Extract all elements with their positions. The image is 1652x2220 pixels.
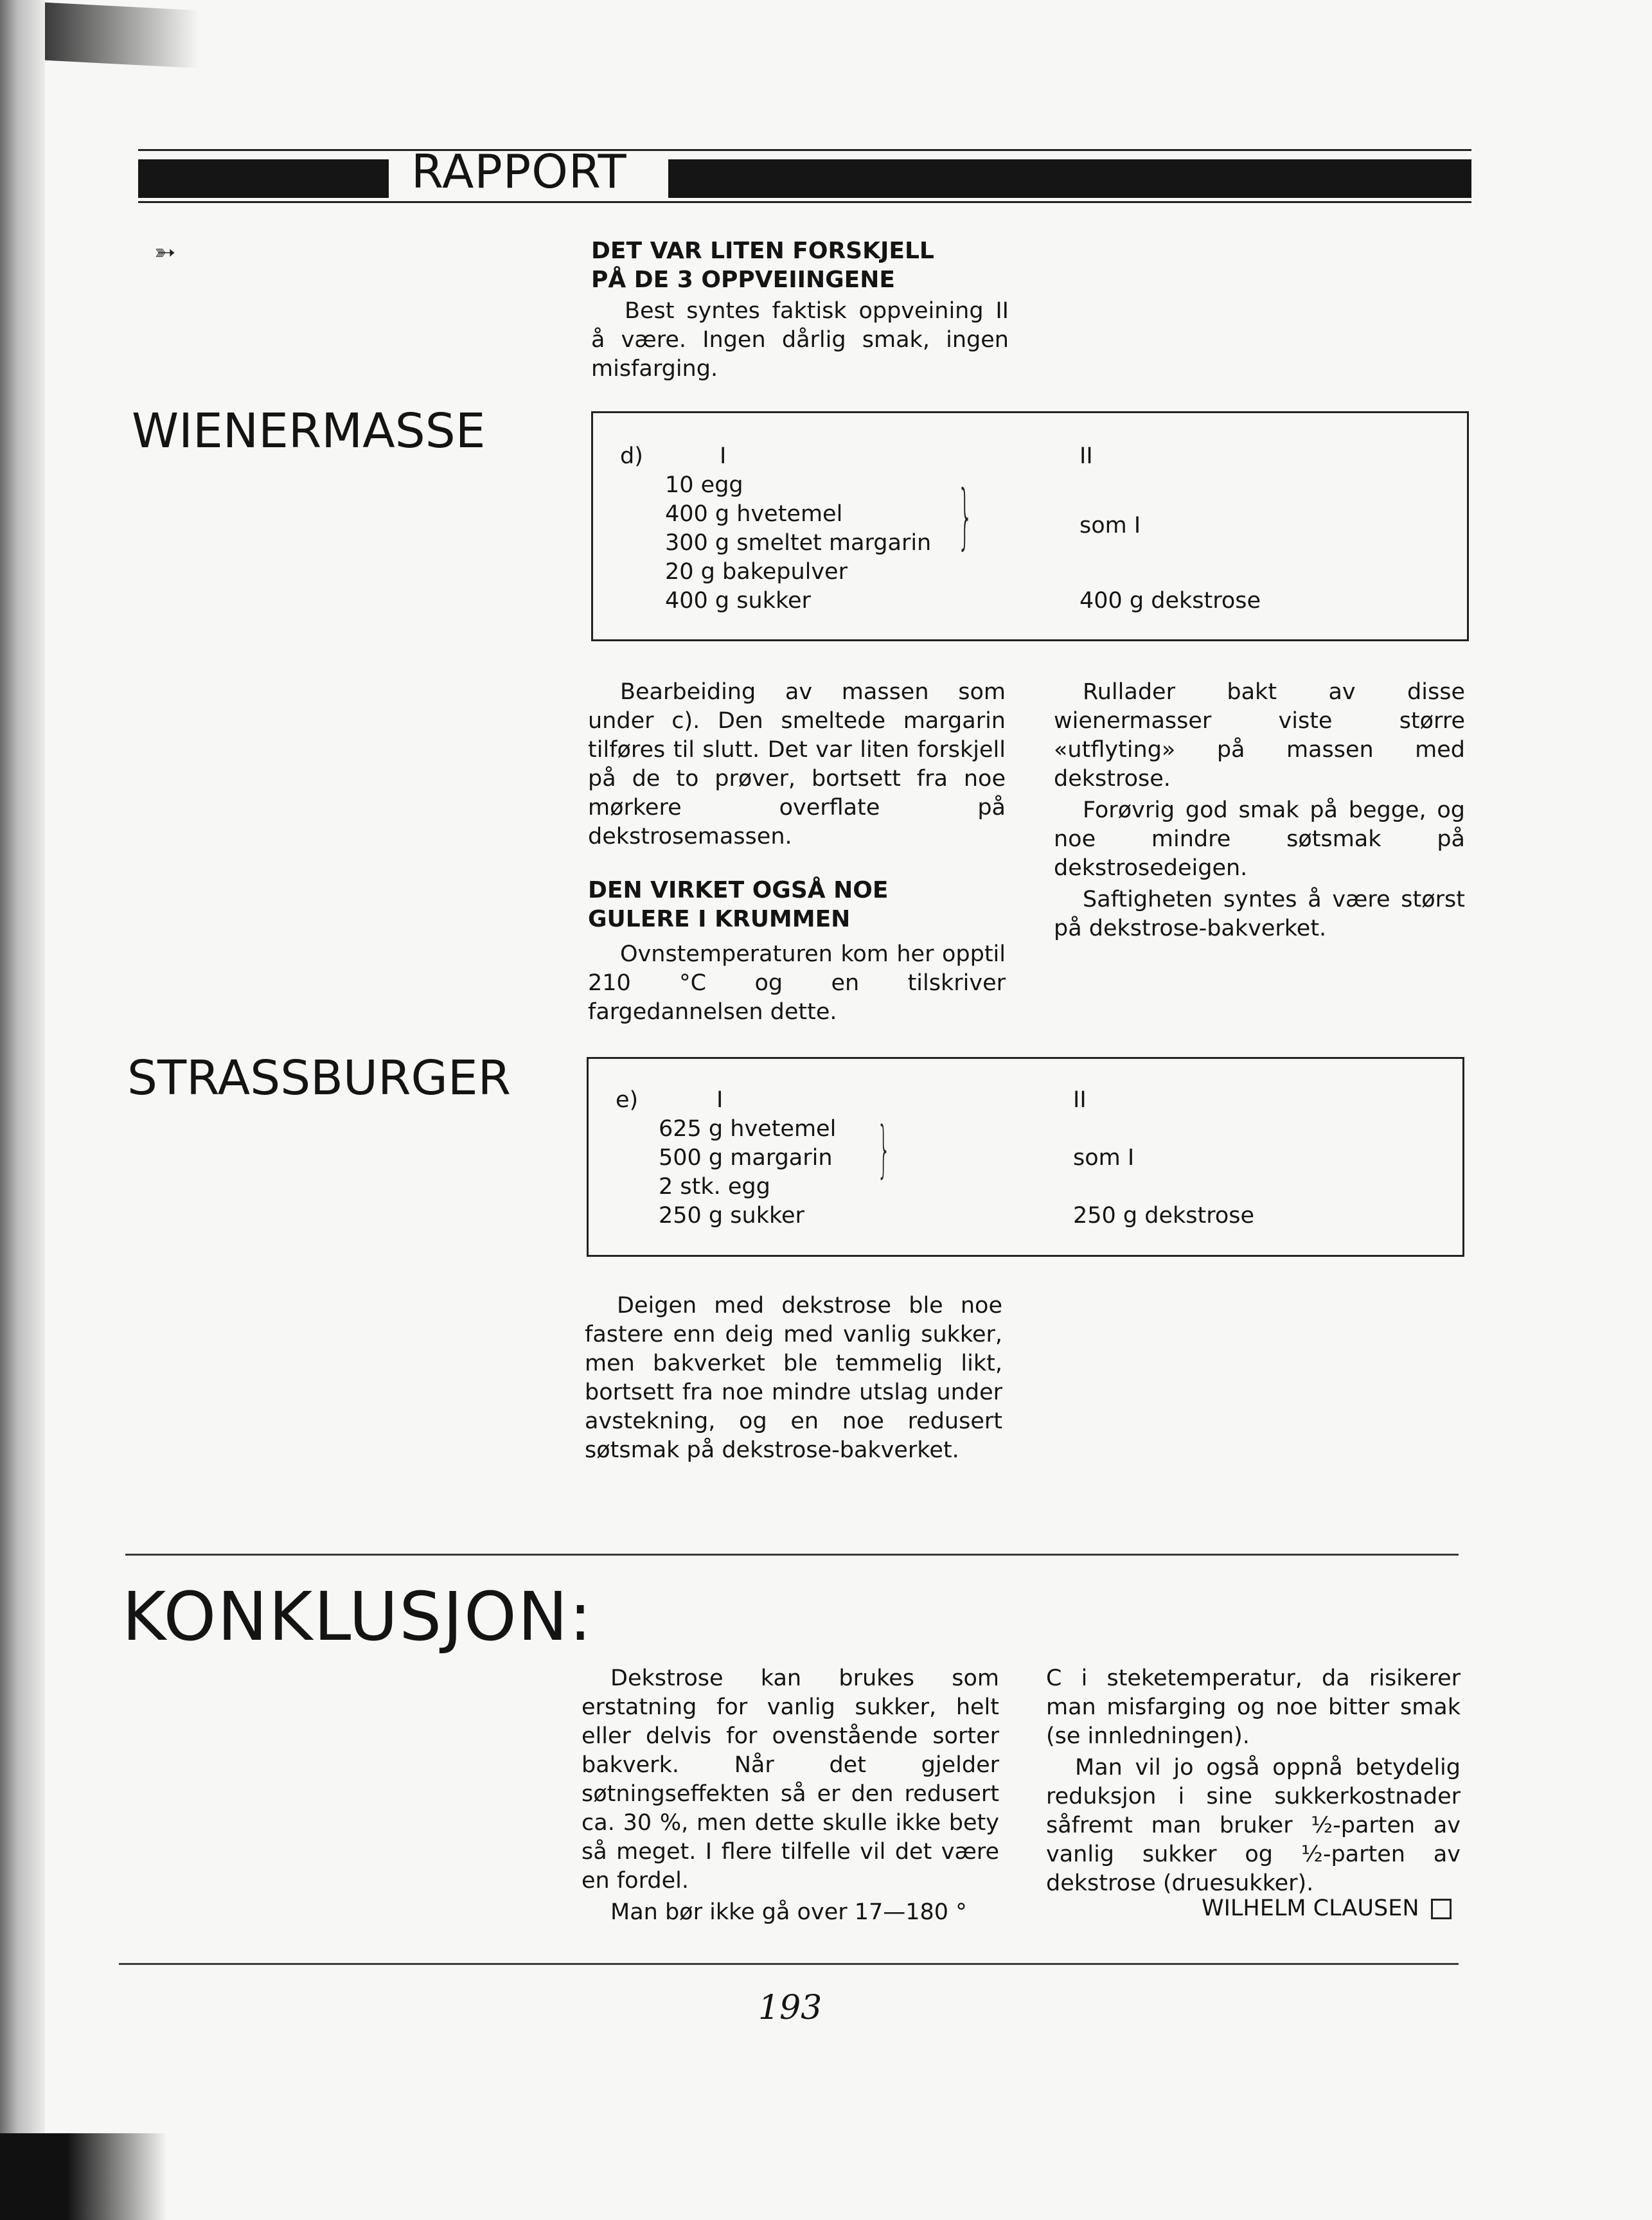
- intro-heading: [591, 236, 1041, 294]
- end-square-icon: [1431, 1899, 1452, 1919]
- recipe-d-label: d): [620, 443, 643, 469]
- book-spine-shadow: [0, 0, 45, 2220]
- conclusion-right-p1: C i steketemperatur, da risikerer man misfarging og noe bitter smak (se innledningen).: [1046, 1665, 1461, 1749]
- wiener-right-text-block: [1054, 678, 1465, 943]
- recipe-e-col2-same: som I: [1073, 1145, 1135, 1171]
- recipe-d-col1-header: I: [720, 443, 727, 469]
- strassburger-text-block: [585, 1292, 1002, 1465]
- wiener-right-p3: Saftigheten syntes å være størst på dekstrose-bakverket.: [1054, 887, 1465, 941]
- conclusion-right-block: [1046, 1664, 1461, 1898]
- recipe-e-col1-header: I: [716, 1087, 724, 1113]
- page-number: 193: [758, 1989, 822, 2027]
- header-bar-left: [138, 159, 389, 198]
- conclusion-left-p1: Dekstrose kan brukes som erstatning for vanlig sukker, helt eller delvis for ovenstående sorter bakverk. Når det gjelder søtningseffekten så er den redusert ca. 30 %, men dette skulle ikke bety så meget. I flere tilfelle vil det være en fordel.: [582, 1665, 999, 1894]
- wiener-right-p1: Rullader bakt av disse wienermasser viste større «utflyting» på massen med dekstrose.: [1054, 679, 1465, 792]
- ingredient: 20 g bakepulver: [665, 559, 848, 585]
- wiener-subheading-line-2: GULERE I KRUMMEN: [588, 906, 851, 932]
- header-bottom-rule: [138, 201, 1471, 203]
- recipe-e-col2-replacement: 250 g dekstrose: [1073, 1203, 1255, 1229]
- ingredient: 400 g sukker: [665, 588, 811, 614]
- ingredient: 300 g smeltet margarin: [665, 530, 932, 556]
- recipe-e-col2-header: II: [1073, 1087, 1087, 1113]
- conclusion-left-block: [582, 1664, 999, 1927]
- intro-heading-line-2: PÅ DE 3 OPPVEIINGENE: [591, 267, 895, 293]
- conclusion-title: KONKLUSJON:: [122, 1577, 593, 1656]
- recipe-d-col2-replacement: 400 g dekstrose: [1079, 588, 1261, 614]
- ingredient: 10 egg: [665, 472, 743, 498]
- signature-line: [1202, 1896, 1452, 1921]
- section-title-strassburger: STRASSBURGER: [127, 1051, 511, 1106]
- conclusion-left-p2: Man bør ikke gå over 17—180 °: [610, 1899, 967, 1925]
- ingredient: 250 g sukker: [659, 1203, 804, 1229]
- header-bar-right: [668, 159, 1471, 198]
- recipe-d-col2-same: som I: [1079, 513, 1141, 538]
- intro-text: Best syntes faktisk oppveining II å være. Ingen dårlig smak, ingen misfarging.: [591, 298, 1009, 382]
- wiener-left-text: Bearbeiding av massen som under c). Den smeltede margarin tilføres til slutt. Det var liten forskjell på de to prøver, bortsett fra noe mørkere overflate på dekstrosemassen.: [588, 679, 1006, 849]
- brace-icon: }: [957, 475, 973, 557]
- ingredient: 500 g margarin: [659, 1145, 833, 1171]
- conclusion-top-rule: [125, 1554, 1459, 1556]
- strassburger-text: Deigen med dekstrose ble noe fastere enn deig med vanlig sukker, men bakverket ble temmelig likt, bortsett fra noe mindre utslag under avstekning, og en noe redusert søtsmak på dekstrose-bakverket.: [585, 1293, 1002, 1463]
- ingredient: 2 stk. egg: [659, 1174, 770, 1200]
- brace-icon: }: [877, 1114, 891, 1185]
- page-corner-shadow: [45, 3, 199, 69]
- arrow-icon: ➳: [154, 238, 176, 267]
- wiener-subheading: [588, 876, 1006, 934]
- signature: WILHELM CLAUSEN: [1202, 1896, 1419, 1921]
- wiener-subheading-text: Ovnstemperaturen kom her opptil 210 °C og en tilskriver fargedannelsen dette.: [588, 941, 1006, 1025]
- recipe-e-ingredients: [659, 1115, 836, 1230]
- intro-heading-line-1: DET VAR LITEN FORSKJELL: [591, 238, 934, 264]
- ingredient: 400 g hvetemel: [665, 501, 843, 527]
- header-top-rule: [138, 149, 1471, 151]
- recipe-d-ingredients: [665, 471, 931, 616]
- wiener-left-text-block: [588, 678, 1006, 1027]
- page-bottom-shadow: [0, 2133, 167, 2220]
- ingredient: 625 g hvetemel: [659, 1116, 837, 1142]
- wiener-right-p2: Forøvrig god smak på begge, og noe mindre søtsmak på dekstrosedeigen.: [1054, 797, 1465, 881]
- intro-text-block: [591, 297, 1009, 384]
- conclusion-bottom-rule: [119, 1963, 1459, 1965]
- section-title-wienermasse: WIENERMASSE: [132, 404, 486, 459]
- header-title: RAPPORT: [411, 145, 627, 199]
- wiener-subheading-line-1: DEN VIRKET OGSÅ NOE: [588, 877, 889, 903]
- conclusion-right-p2: Man vil jo også oppnå betydelig reduksjon i sine sukkerkostnader såfremt man bruker ½-parten av vanlig sukker og ½-parten av dekstrose (druesukker).: [1046, 1755, 1461, 1896]
- recipe-d-col2-header: II: [1079, 443, 1093, 469]
- recipe-e-label: e): [616, 1087, 639, 1113]
